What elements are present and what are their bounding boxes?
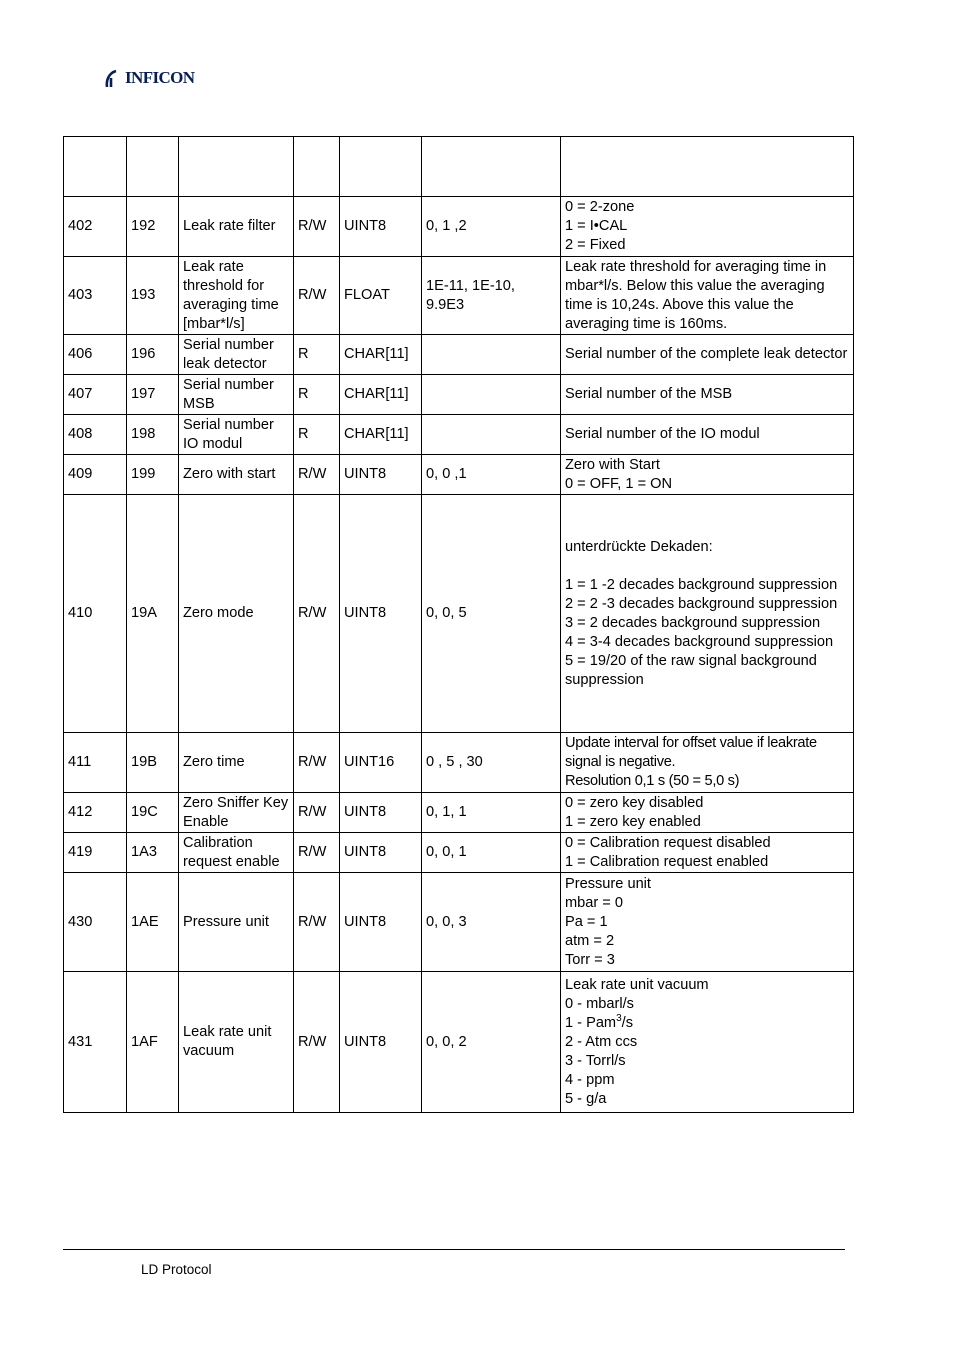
table-row [64, 972, 854, 1113]
unit-superscript: 3 [616, 1012, 622, 1024]
cell-access: R/W [294, 833, 340, 873]
table-row [64, 375, 854, 415]
cell-range [422, 415, 561, 455]
cell-access: R/W [294, 197, 340, 257]
cell-range: 0, 1, 1 [422, 793, 561, 833]
cell-access: R [294, 335, 340, 375]
cell-type: UINT8 [340, 495, 422, 733]
cell-range [422, 335, 561, 375]
table-row [64, 733, 854, 793]
table-row [64, 455, 854, 495]
cell-name: Zero with start [179, 455, 294, 495]
cell-hex: 1AE [127, 873, 179, 972]
cell-range: 0 , 5 , 30 [422, 733, 561, 793]
cell-dec: 409 [64, 455, 127, 495]
cell-type: CHAR[11] [340, 375, 422, 415]
cell-type: UINT16 [340, 733, 422, 793]
cell-range [422, 137, 561, 197]
cell-name: Leak rate threshold for averaging time [mbar*l/s] [179, 257, 294, 335]
cell-hex: 199 [127, 455, 179, 495]
desc-line: 5 - g/a [565, 1090, 607, 1107]
cell-desc: Update interval for offset value if leakrate signal is negative. Resolution 0,1 s (50 = 5,0 s) [561, 733, 854, 793]
cell-dec [64, 137, 127, 197]
cell-range: 1E-11, 1E-10, 9.9E3 [422, 257, 561, 335]
cell-hex: 19B [127, 733, 179, 793]
logo-text: INFICON [125, 68, 195, 87]
cell-access: R/W [294, 873, 340, 972]
cell-name: Calibration request enable [179, 833, 294, 873]
cell-desc: Serial number of the complete leak detector [561, 335, 854, 375]
desc-line: 4 - ppm [565, 1071, 615, 1088]
parameter-table [63, 136, 854, 1113]
cell-range: 0, 0, 3 [422, 873, 561, 972]
cell-desc: Serial number of the IO modul [561, 415, 854, 455]
cell-access: R/W [294, 495, 340, 733]
cell-access: R/W [294, 257, 340, 335]
table-row [64, 873, 854, 972]
cell-dec: 410 [64, 495, 127, 733]
table-row [64, 137, 854, 197]
cell-access: R/W [294, 972, 340, 1113]
cell-type: CHAR[11] [340, 415, 422, 455]
cell-dec: 408 [64, 415, 127, 455]
cell-type: CHAR[11] [340, 335, 422, 375]
cell-name: Leak rate filter [179, 197, 294, 257]
cell-hex [127, 137, 179, 197]
cell-hex: 1A3 [127, 833, 179, 873]
footer-divider [63, 1249, 845, 1250]
cell-hex: 198 [127, 415, 179, 455]
cell-hex: 196 [127, 335, 179, 375]
cell-access: R/W [294, 455, 340, 495]
cell-access: R [294, 415, 340, 455]
cell-range: 0, 0, 2 [422, 972, 561, 1113]
cell-dec: 411 [64, 733, 127, 793]
unit-label: 1 - Pam [565, 1014, 617, 1031]
cell-dec: 412 [64, 793, 127, 833]
cell-desc [561, 972, 854, 1113]
cell-desc: 0 = 2-zone 1 = I•CAL 2 = Fixed [561, 197, 854, 257]
desc-line: 0 - mbarl/s [565, 995, 634, 1012]
table-row [64, 197, 854, 257]
cell-hex: 193 [127, 257, 179, 335]
cell-type: UINT8 [340, 873, 422, 972]
cell-type: UINT8 [340, 833, 422, 873]
cell-hex: 1AF [127, 972, 179, 1113]
desc-line: Leak rate unit vacuum [565, 976, 709, 993]
inficon-logo-icon [104, 68, 124, 88]
desc-line [565, 1014, 849, 1033]
desc-line: 2 - Atm ccs [565, 1033, 638, 1050]
cell-name: Zero mode [179, 495, 294, 733]
table-row [64, 793, 854, 833]
cell-dec: 419 [64, 833, 127, 873]
cell-desc: Serial number of the MSB [561, 375, 854, 415]
cell-range: 0, 1 ,2 [422, 197, 561, 257]
unit-suffix: /s [621, 1014, 634, 1031]
table-row [64, 257, 854, 335]
cell-type: UINT8 [340, 197, 422, 257]
cell-name: Serial number IO modul [179, 415, 294, 455]
cell-name: Serial number leak detector [179, 335, 294, 375]
cell-dec: 407 [64, 375, 127, 415]
inficon-logo [104, 66, 194, 90]
cell-hex: 19C [127, 793, 179, 833]
cell-name: Serial number MSB [179, 375, 294, 415]
table-row [64, 833, 854, 873]
table-row [64, 335, 854, 375]
desc-line: 3 - Torrl/s [565, 1052, 626, 1069]
cell-access [294, 137, 340, 197]
cell-desc: Leak rate threshold for averaging time in mbar*l/s. Below this value the averaging time is 10,24s. Above this value the averaging time is 160ms. [561, 257, 854, 335]
cell-dec: 431 [64, 972, 127, 1113]
cell-type [340, 137, 422, 197]
cell-desc: 0 = zero key disabled 1 = zero key enabled [561, 793, 854, 833]
cell-name: Pressure unit [179, 873, 294, 972]
cell-desc: unterdrückte Dekaden: 1 = 1 -2 decades background suppression 2 = 2 -3 decades background suppression 3 = 2 decades background suppression 4 = 3-4 decades background suppression 5 = 19/20 of the raw signal background suppression [561, 495, 854, 733]
table-row [64, 495, 854, 733]
cell-type: UINT8 [340, 972, 422, 1113]
cell-desc: Pressure unit mbar = 0 Pa = 1 atm = 2 Torr = 3 [561, 873, 854, 972]
cell-dec: 406 [64, 335, 127, 375]
cell-type: UINT8 [340, 793, 422, 833]
cell-hex: 19A [127, 495, 179, 733]
cell-desc: Zero with Start 0 = OFF, 1 = ON [561, 455, 854, 495]
cell-type: FLOAT [340, 257, 422, 335]
cell-name: Zero Sniffer Key Enable [179, 793, 294, 833]
cell-range [422, 375, 561, 415]
cell-access: R/W [294, 733, 340, 793]
cell-range: 0, 0 ,1 [422, 455, 561, 495]
cell-access: R [294, 375, 340, 415]
footer-title: LD Protocol [141, 1262, 212, 1277]
cell-name [179, 137, 294, 197]
cell-dec: 402 [64, 197, 127, 257]
cell-hex: 192 [127, 197, 179, 257]
cell-access: R/W [294, 793, 340, 833]
table-row [64, 415, 854, 455]
cell-range: 0, 0, 1 [422, 833, 561, 873]
cell-name: Leak rate unit vacuum [179, 972, 294, 1113]
cell-name: Zero time [179, 733, 294, 793]
cell-desc [561, 137, 854, 197]
cell-dec: 403 [64, 257, 127, 335]
cell-type: UINT8 [340, 455, 422, 495]
cell-hex: 197 [127, 375, 179, 415]
cell-desc: 0 = Calibration request disabled 1 = Calibration request enabled [561, 833, 854, 873]
cell-dec: 430 [64, 873, 127, 972]
cell-range: 0, 0, 5 [422, 495, 561, 733]
